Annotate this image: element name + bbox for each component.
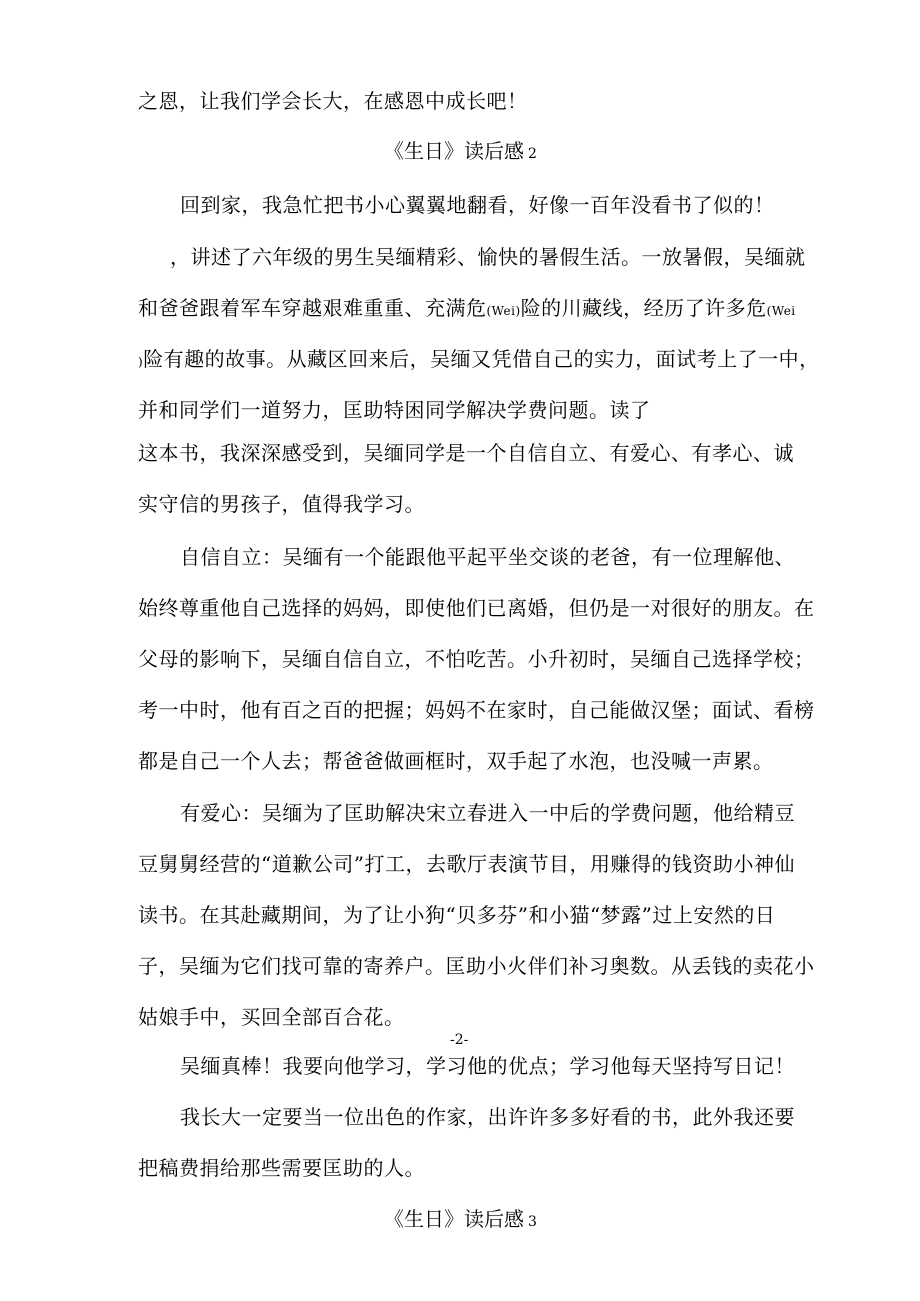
section-title-text: 《生日》读后感 [384,1207,524,1231]
paragraph-line: 父母的影响下，吴缅自信自立，不怕吃苦。小升初时，吴缅自己选择学校； [138,647,815,671]
paragraph-line: 读书。在其赴藏期间，为了让小狗“贝多芬”和小猫“梦露”过上安然的日 [138,903,776,927]
section-title-number: 2 [528,146,537,162]
text-run-pinyin: (Wei [766,304,796,318]
paragraph-line: 始终尊重他自己选择的妈妈，即使他们已离婚，但仍是一对很好的朋友。在 [138,596,815,620]
paragraph-line: 子，吴缅为它们找可靠的寄养户。匡助小火伴们补习奥数。从丢钱的卖花小 [138,954,815,978]
paragraph-line: 把稿费捐给那些需要匡助的人。 [138,1156,425,1180]
paragraph-line: 我长大一定要当一位出色的作家，出许许多多好看的书，此外我还要 [180,1105,795,1129]
paragraph-line: 自信自立：吴缅有一个能跟他平起平坐交谈的老爸，有一位理解他、 [180,545,795,569]
page-number: -2- [450,1032,469,1048]
paragraph-line: 回到家，我急忙把书小心翼翼地翻看，好像一百年没看书了似的！ [180,193,775,217]
section-title [384,138,537,167]
paragraph-line: 豆舅舅经营的“道歉公司”打工，去歌厅表演节目，用赚得的钱资助小神仙 [138,852,795,876]
paragraph-line: 都是自己一个人去；帮爸爸做画框时，双手起了水泡，也没喊一声累。 [138,749,774,773]
text-run: 险有趣的故事。从藏区回来后，吴缅又凭借自己的实力，面试考上了一中， [143,347,820,371]
paragraph-line: 实守信的男孩子，值得我学习。 [138,492,425,516]
paragraph-line: 之恩，让我们学会长大，在感恩中成长吧！ [138,89,528,113]
paragraph-line [138,295,796,324]
section-title-number: 3 [528,1214,537,1230]
paragraph-line: 考一中时，他有百之百的把握；妈妈不在家时，自己能做汉堡；面试、看榜 [138,698,815,722]
paragraph-line: 吴缅真棒！我要向他学习，学习他的优点；学习他每天坚持写日记！ [180,1054,795,1078]
section-title-text: 《生日》读后感 [384,139,524,163]
text-run: 险的川藏线，经历了许多危 [520,296,767,320]
paragraph-line: 这本书，我深深感受到，吴缅同学是一个自信自立、有爱心、有孝心、诚 [138,441,794,465]
paragraph-line: 有爱心：吴缅为了匡助解决宋立春进入一中后的学费问题，他给精豆 [180,801,795,825]
paragraph-line [138,346,820,375]
paragraph-line: 并和同学们一道努力，匡助特困同学解决学费问题。读了 [138,398,651,422]
text-run: 和爸爸跟着军车穿越艰难重重、充满危 [138,296,487,320]
text-run-pinyin: (Wei) [486,304,521,318]
paragraph-line: 姑娘手中，买回全部百合花。 [138,1005,405,1029]
paragraph-line: ，讲述了六年级的男生吴缅精彩、愉快的暑假生活。一放暑假，吴缅就 [170,245,806,269]
text-run-pinyin: ) [138,355,144,369]
section-title [384,1206,537,1235]
